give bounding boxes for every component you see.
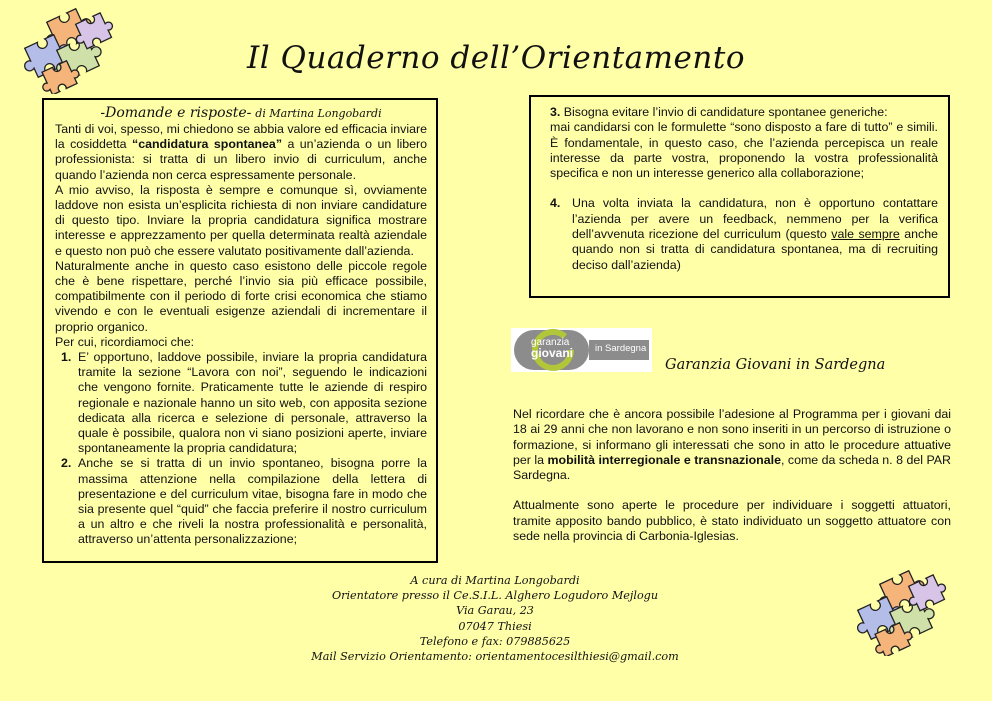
list-number: 4. [550,196,561,211]
qa-continued-box [529,95,950,298]
garanzia-paragraph [513,407,951,483]
page-title: Il Quaderno dell’Orientamento [247,40,745,76]
list-number: 1. [61,350,72,365]
paragraph-text: a un’azienda o un libero professionista: si tratta di un libero invio di curriculum, anche quando l’azienda non cerca espressamente personale. [55,137,428,182]
contact-footer [260,573,730,664]
article-heading: -Domande e risposte- [100,105,252,121]
logo-line1: garanzia [531,337,570,348]
list-item-text: Anche se si tratta di un invio spontaneo, bisogna porre la massima attenzione nella compilazione della lettera di presentazione e del curriculum vitae, bisogna fare in modo che sia presente quel “quid” che faccia preferire il nostro curriculum a un altro e che riveli la nostra professionalità e personalità, attraverso un’attenta personalizzazione; [78,456,427,547]
garanzia-title: Garanzia Giovani in Sardegna [665,357,886,373]
list-number: 2. [61,456,72,471]
list-item [55,456,427,547]
paragraph-text: , come da scheda n. 8 del PAR Sardegna. [513,452,951,483]
list-item [550,105,938,120]
footer-line: Via Garau, 23 [456,604,534,618]
list-item-text: Bisogna evitare l’invio di candidature spontanee generiche: [560,105,888,119]
highlight-text: “candidatura spontanea” [132,137,283,152]
list-item [550,196,938,272]
logo-line2: giovani [531,346,574,360]
paragraph-text: Nel ricordare che è ancora possibile l’adesione al Programma per i giovani dai 18 ai 29 anni che non lavorano e non sono inseriti in un percorso di istruzione o formazione, si informano gli interessati che sono in atto le procedure attuative per la [513,407,951,467]
list-item [55,350,427,456]
logo-region: in Sardegna [595,343,647,354]
article-paragraph: Naturalmente anche in questo caso esistono delle piccole regole che è bene rispettare, perché l’invio sia più efficace possibile, compatibilmente con il periodo di forte crisi economica che stiamo vivendo e con le eventuali esigenze aziendali di incrementare il proprio organico. [55,258,427,334]
footer-line: Telefono e fax: 079885625 [419,634,571,648]
tips-list [55,350,427,548]
list-item-text: mai candidarsi con le formulette “sono disposto a fare di tutto” e simili. È fondamentale, in questo caso, che l’azienda percepisca un reale interesse da parte vostra, proponendo la vostra professionalità specifica e non un interesse generico alla collaborazione; [550,120,938,181]
article-paragraph: Per cui, ricordiamoci che: [55,334,195,349]
highlight-text: mobilità interregionale e transnazionale [547,452,781,467]
garanzia-body [513,407,951,544]
article-paragraph: A mio avviso, la risposta è sempre e comunque sì, ovviamente laddove non esista un’esplicita richiesta di non inviare candidature di questo tipo. Inviare la propria candidatura significa mostrare interesse e apprezzamento per quella determinata realtà aziendale e questo non può che essere valutato positivamente dall’azienda. [55,182,427,258]
garanzia-paragraph: Attualmente sono aperte le procedure per individuare i soggetti attuatori, tramite apposito bando pubblico, è stato individuato un soggetto attuatore con sede nella provincia di Carbonia-Iglesias. [513,498,951,544]
footer-line: 07047 Thiesi [458,619,532,633]
article-header [55,104,427,122]
puzzle-icon-bottom-right [855,568,947,656]
footer-email: Mail Servizio Orientamento: orientamentocesilthiesi@gmail.com [311,650,679,664]
list-item-text: Una volta inviata la candidatura, non è opportuno contattare l’azienda per avere un feedback, nemmeno per la verifica dell’avvenuta ricezione del curriculum (questo [572,196,938,242]
paragraph-text: Tanti di voi, spesso, mi chiedono se abbia valore ed efficacia inviare la cosiddetta [55,122,427,152]
list-item-text: anche quando non si tratta di candidatura spontanea, ma di recruiting deciso dall’azienda) [572,227,938,272]
article-byline: di Martina Longobardi [255,107,382,120]
list-number: 3. [550,105,561,119]
underlined-text: vale sempre [831,227,900,242]
footer-line: Orientatore presso il Ce.S.I.L. Alghero Logudoro Mejlogu [331,589,659,603]
qa-article-box [42,98,438,563]
list-item-text: E’ opportuno, laddove possibile, inviare la propria candidatura tramite la sezione “Lavora con noi”, seguendo le indicazioni che vengono fornite. Praticamente tutte le aziende di respiro regionale e nazionale hanno un sito web, con apposita sezione dedicata alla ricerca e selezione di personale, attraverso la quale è possibile, qualora non vi siano posizioni aperte, inviare spontaneamente la propria candidatura; [78,350,427,456]
article-paragraph [55,122,427,183]
garanzia-giovani-logo [511,328,652,372]
footer-line: A cura di Martina Longobardi [410,574,580,587]
